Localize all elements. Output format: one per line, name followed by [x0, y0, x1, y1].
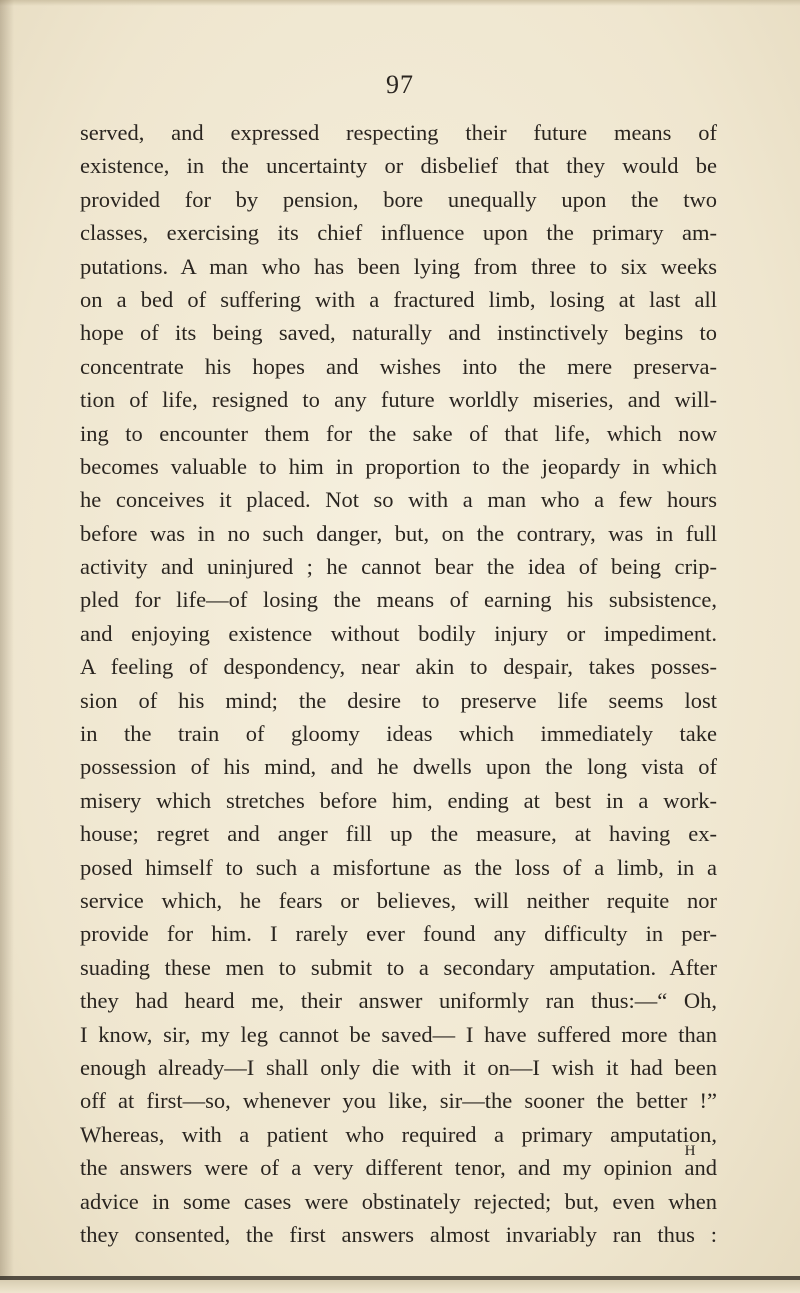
- text-line: sion of his mind; the desire to preserve life seems lost: [80, 687, 717, 713]
- text-line: I know, sir, my leg cannot be saved— I have suffered more than: [80, 1021, 717, 1047]
- text-line: becomes valuable to him in proportion to the jeopardy in which: [80, 453, 717, 479]
- text-line: hope of its being saved, naturally and instinctively begins to: [80, 320, 717, 346]
- text-line: in the train of gloomy ideas which immediately take: [80, 721, 717, 747]
- page-top-edge: [0, 0, 800, 6]
- text-line: served, and expressed respecting their future means of: [80, 120, 717, 145]
- page-bottom-fade: [0, 1280, 800, 1293]
- text-line: Whereas, with a patient who required a primary amputation,: [80, 1121, 717, 1147]
- text-line: concentrate his hopes and wishes into the mere preserva-: [80, 353, 717, 379]
- text-line: off at first—so, whenever you like, sir—the sooner the better !”: [80, 1088, 717, 1114]
- text-line: pled for life—of losing the means of earning his subsistence,: [80, 587, 717, 613]
- signature-mark: H: [684, 1143, 696, 1159]
- text-line: and enjoying existence without bodily injury or impediment.: [80, 620, 717, 646]
- text-line: posed himself to such a misfortune as the loss of a limb, in a: [80, 854, 717, 880]
- text-line: service which, he fears or believes, will neither requite nor: [80, 887, 717, 913]
- text-line: putations. A man who has been lying from three to six weeks: [80, 253, 717, 279]
- text-line: misery which stretches before him, ending at best in a work-: [80, 787, 717, 813]
- text-line: house; regret and anger fill up the measure, at having ex-: [80, 821, 717, 847]
- body-text: [80, 116, 717, 1251]
- page-number: 97: [386, 70, 414, 99]
- text-line: they had heard me, their answer uniformly ran thus:—“ Oh,: [80, 988, 717, 1014]
- text-line: before was in no such danger, but, on the contrary, was in full: [80, 520, 717, 546]
- text-line: provide for him. I rarely ever found any difficulty in per-: [80, 921, 717, 947]
- page-gutter-shadow: [0, 0, 14, 1293]
- text-line: ing to encounter them for the sake of that life, which now: [80, 420, 717, 446]
- text-line: existence, in the uncertainty or disbelief that they would be: [80, 153, 717, 179]
- text-line: tion of life, resigned to any future worldly miseries, and will-: [80, 387, 717, 413]
- text-line: on a bed of suffering with a fractured limb, losing at last all: [80, 286, 717, 312]
- text-line: advice in some cases were obstinately rejected; but, even when: [80, 1188, 717, 1214]
- text-line: suading these men to submit to a secondary amputation. After: [80, 954, 717, 980]
- text-line: possession of his mind, and he dwells upon the long vista of: [80, 754, 717, 780]
- text-line: the answers were of a very different tenor, and my opinion and: [80, 1155, 717, 1181]
- text-line: enough already—I shall only die with it on—I wish it had been: [80, 1054, 717, 1080]
- text-line: they consented, the first answers almost invariably ran thus :: [80, 1221, 717, 1247]
- text-line: A feeling of despondency, near akin to despair, takes posses-: [80, 654, 717, 680]
- text-line: activity and uninjured ; he cannot bear the idea of being crip-: [80, 554, 717, 580]
- text-line: provided for by pension, bore unequally upon the two: [80, 186, 717, 212]
- text-line: he conceives it placed. Not so with a man who a few hours: [80, 487, 717, 513]
- text-line: classes, exercising its chief influence upon the primary am-: [80, 220, 717, 246]
